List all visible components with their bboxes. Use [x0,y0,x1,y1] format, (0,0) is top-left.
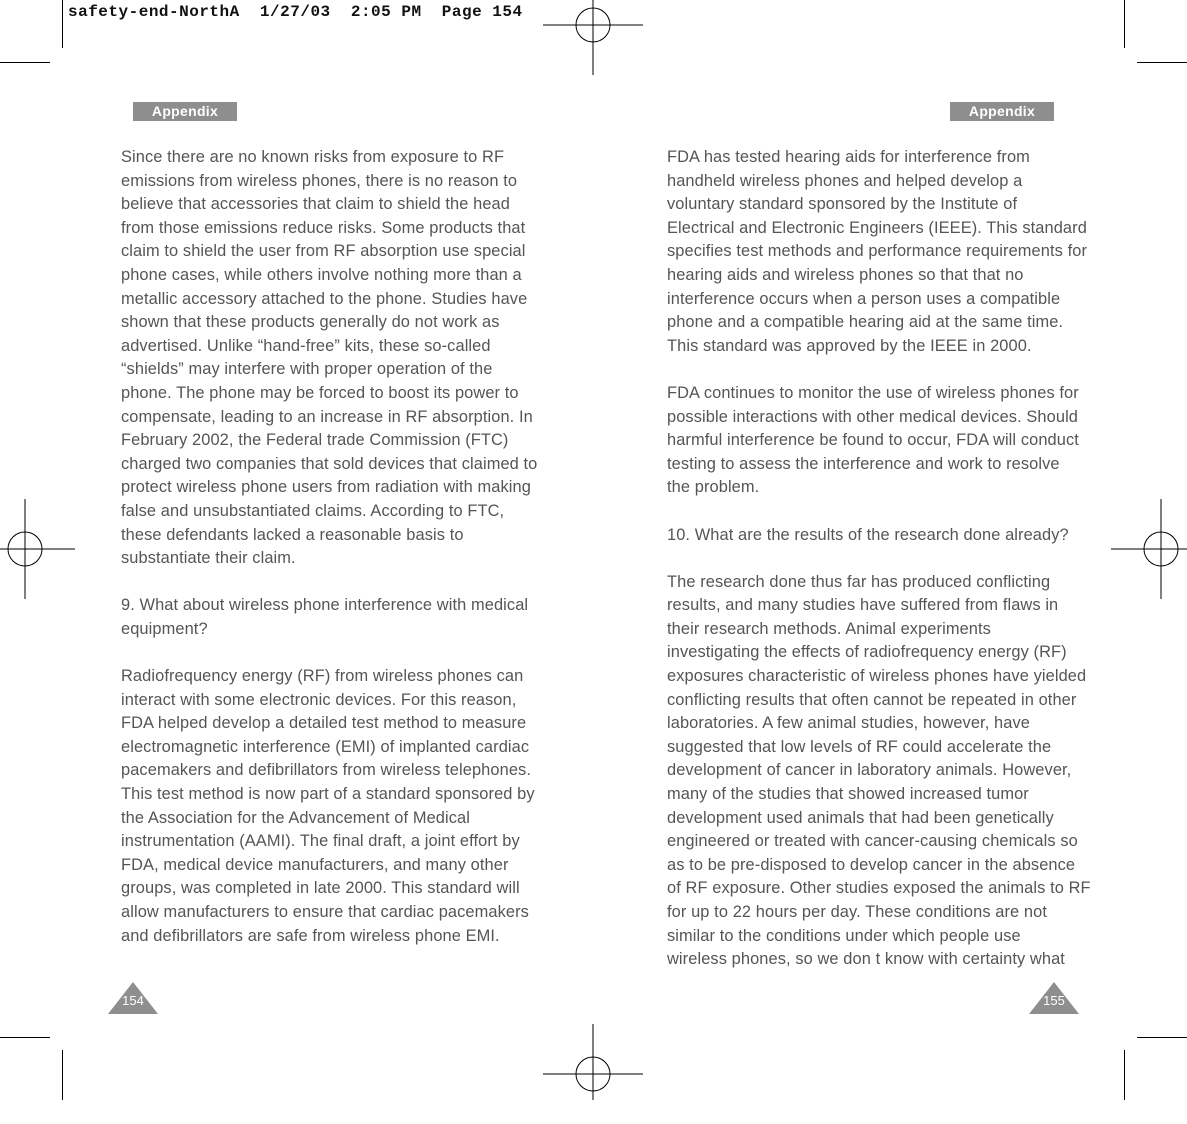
text-line: engineered or treated with cancer-causing chemicals so [667,832,1078,851]
right-page-body [667,146,1091,995]
text-line: many of the studies that showed increased tumor [667,785,1029,804]
right-page-number [1029,982,1079,1014]
text-line: “shields” may interfere with proper operation of the [121,360,493,379]
registration-mark-bottom [543,1024,643,1124]
paragraph [667,146,1087,358]
left-appendix-tab: Appendix [133,102,237,121]
text-line: testing to assess the interference and work to resolve [667,454,1060,473]
text-line: laboratories. A few animal studies, however, have [667,714,1030,733]
text-line: Electrical and Electronic Engineers (IEEE). This standard [667,218,1087,237]
text-line: 9. What about wireless phone interference with medical [121,596,529,615]
text-line: compensate, leading to an increase in RF absorption. In [121,407,533,426]
text-line: phone and a compatible hearing aid at the same time. [667,313,1064,332]
text-line: FDA helped develop a detailed test method to measure [121,714,527,733]
printer-slug: safety-end-NorthA 1/27/03 2:05 PM Page 154 [68,3,523,21]
paragraph [667,382,1087,500]
text-line: believe that accessories that claim to shield the head [121,195,510,214]
text-line: February 2002, the Federal trade Commission (FTC) [121,431,509,450]
text-line: This standard was approved by the IEEE in 2000. [667,336,1032,355]
text-line: false and unsubstantiated claims. According to FTC, [121,501,505,520]
right-appendix-tab: Appendix [950,102,1054,121]
text-line: specifies test methods and performance requirements for [667,242,1088,261]
registration-mark-right [1111,499,1187,599]
text-line: conflicting results that often cannot be repeated in other [667,690,1077,709]
paragraph [667,571,1091,972]
text-line: the problem. [667,478,760,497]
text-line: pacemakers and defibrillators from wireless telephones. [121,761,531,780]
text-line: as to be pre-disposed to develop cancer in the absence [667,855,1076,874]
text-line: emissions from wireless phones, there is no reason to [121,171,518,190]
text-line: allow manufacturers to ensure that cardiac pacemakers [121,903,529,921]
text-line: charged two companies that sold devices that claimed to [121,454,538,473]
text-line: metallic accessory attached to the phone. Studies have [121,289,528,308]
text-line: substantiate their claim. [121,549,296,568]
text-line: interact with some electronic devices. For this reason, [121,690,517,709]
text-line: advertised. Unlike “hand-free” kits, these so-called [121,336,491,355]
text-line: possible interactions with other medical devices. Should [667,407,1079,426]
text-line: FDA has tested hearing aids for interference from [667,148,1030,166]
paragraph [121,665,541,948]
right-page-number-text: 155 [1043,993,1065,1008]
text-line: equipment? [121,619,208,638]
text-line: the Association for the Advancement of Medical [121,808,471,827]
text-line: claim to shield the user from RF absorption use special [121,242,526,261]
paragraph [121,146,541,571]
registration-mark-top [543,0,643,75]
text-line: from those emissions reduce risks. Some products that [121,218,526,237]
text-line: development used animals that had been genetically [667,808,1054,827]
text-line: electromagnetic interference (EMI) of implanted cardiac [121,737,530,756]
left-page-number-text: 154 [122,993,144,1008]
text-line: Since there are no known risks from exposure to RF [121,148,505,166]
text-line: phone cases, while others involve nothing more than a [121,265,522,284]
text-line: instrumentation (AAMI). The final draft, a joint effort by [121,832,520,851]
text-line: FDA, medical device manufacturers, and many other [121,855,509,874]
text-line: investigating the effects of radiofrequency energy (RF) [667,643,1067,662]
text-line: for up to 22 hours per day. These conditions are not [667,903,1047,921]
text-line: development of cancer in laboratory animals. However, [667,761,1072,780]
text-line: results, and many studies have suffered from flaws in [667,596,1059,615]
text-line: FDA continues to monitor the use of wireless phones for [667,383,1079,402]
text-line: similar to the conditions under which people use [667,926,1021,945]
text-line: and defibrillators are safe from wireless phone EMI. [121,926,500,945]
text-line: wireless phones, so we don t know with certainty what [667,950,1065,969]
paragraph [121,594,541,641]
text-line: of RF exposure. Other studies exposed the animals to RF [667,879,1091,898]
text-line: their research methods. Animal experiments [667,619,991,638]
text-line: phone. The phone may be forced to boost its power to [121,383,519,402]
text-line: harmful interference be found to occur, FDA will conduct [667,431,1079,450]
text-line: handheld wireless phones and helped develop a [667,171,1023,190]
registration-mark-left [0,499,75,599]
left-page-body [121,146,541,972]
left-page-number [108,982,158,1014]
text-line: This test method is now part of a standard sponsored by [121,785,535,804]
text-line: voluntary standard sponsored by the Institute of [667,195,1018,214]
text-line: exposures characteristic of wireless phones have yielded [667,667,1087,686]
text-line: shown that these products generally do not work as [121,313,500,332]
text-line: suggested that low levels of RF could accelerate the [667,737,1052,756]
paragraph [667,524,1087,548]
text-line: Radiofrequency energy (RF) from wireless phones can [121,667,524,686]
text-line: 10. What are the results of the research done already? [667,525,1069,544]
text-line: protect wireless phone users from radiation with making [121,478,531,497]
text-line: groups, was completed in late 2000. This standard will [121,879,520,898]
text-line: hearing aids and wireless phones so that that no [667,265,1024,284]
text-line: The research done thus far has produced conflicting [667,572,1051,591]
text-line: these defendants lacked a reasonable basis to [121,525,464,544]
text-line: interference occurs when a person uses a compatible [667,289,1061,308]
